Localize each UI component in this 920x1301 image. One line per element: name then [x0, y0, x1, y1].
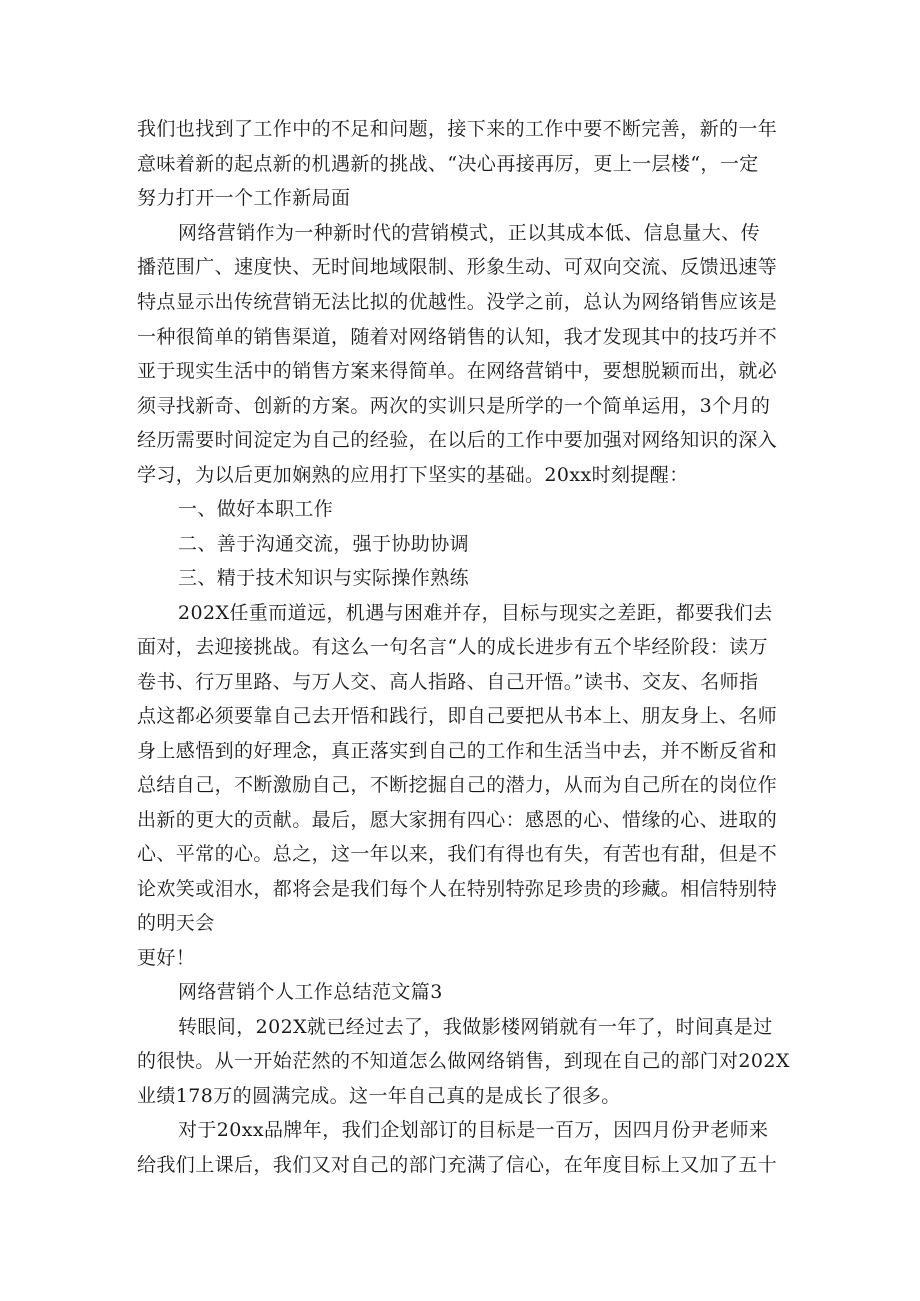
body-line: 亚于现实生活中的销售方案来得简单。在网络营销中，要想脱颖而出，就必 [137, 360, 778, 382]
body-line: 的很快。从一开始茫然的不知道怎么做网络销售，到现在自己的部门对202X [137, 1050, 790, 1072]
body-line: 论欢笑或泪水，都将会是我们每个人在特别特弥足珍贵的珍藏。相信特别特 [137, 878, 778, 900]
body-line: 经历需要时间淀定为自己的经验，在以后的工作中要加强对网络知识的深入 [137, 429, 778, 451]
body-line: 点这都必须要靠自己去开悟和践行，即自己要把从书本上、朋友身上、名师 [137, 705, 778, 727]
body-line: 学习，为以后更加娴熟的应用打下坚实的基础。20xx时刻提醒： [137, 464, 689, 486]
list-item: 三、精于技术知识与实际操作熟练 [178, 567, 470, 589]
body-line: 网络营销作为一种新时代的营销模式，正以其成本低、信息量大、传 [178, 222, 761, 244]
body-line: 给我们上课后，我们又对自己的部门充满了信心，在年度目标上又加了五十 [137, 1154, 778, 1176]
body-line: 特点显示出传统营销无法比拟的优越性。没学之前，总认为网络销售应该是 [137, 291, 778, 313]
list-item: 一、做好本职工作 [178, 498, 334, 520]
body-line: 对于20xx品牌年，我们企划部订的目标是一百万，因四月份尹老师来 [178, 1119, 769, 1141]
body-line: 的明天会 [137, 912, 215, 934]
body-line: 意味着新的起点新的机遇新的挑战、“决心再接再厉，更上一层楼“，一定 [137, 153, 759, 175]
body-line: 须寻找新奇、创新的方案。两次的实训只是所学的一个简单运用，3个月的 [137, 395, 771, 417]
body-line: 身上感悟到的好理念，真正落实到自己的工作和生活当中去，并不断反省和 [137, 740, 778, 762]
body-line: 202X任重而道远，机遇与困难并存，目标与现实之差距，都要我们去 [178, 602, 773, 624]
body-line: 努力打开一个工作新局面 [137, 187, 351, 209]
list-item: 二、善于沟通交流，强于协助协调 [178, 533, 470, 555]
body-line: 播范围广、速度快、无时间地域限制、形象生动、可双向交流、反馈迅速等 [137, 256, 778, 278]
body-line: 一种很简单的销售渠道，随着对网络销售的认知，我才发现其中的技巧并不 [137, 326, 778, 348]
body-line: 总结自己，不断激励自己，不断挖掘自己的潜力，从而为自己所在的岗位作 [137, 774, 778, 796]
body-line: 转眼间，202X就已经过去了，我做影楼网销就有一年了，时间真是过 [178, 1016, 773, 1038]
body-line: 我们也找到了工作中的不足和问题，接下来的工作中要不断完善，新的一年 [137, 118, 778, 140]
section-heading: 网络营销个人工作总结范文篇3 [178, 981, 443, 1003]
body-line: 更好！ [137, 947, 196, 969]
body-line: 面对，去迎接挑战。有这么一句名言“人的成长进步有五个毕经阶段：读万 [137, 636, 768, 658]
body-line: 出新的更大的贡献。最后，愿大家拥有四心：感恩的心、惜缘的心、进取的 [137, 809, 778, 831]
body-line: 心、平常的心。总之，这一年以来，我们有得也有失，有苦也有甜，但是不 [137, 843, 778, 865]
body-line: 卷书、行万里路、与万人交、高人指路、自己开悟。”读书、交友、名师指 [137, 671, 759, 693]
body-line: 业绩178万的圆满完成。这一年自己真的是成长了很多。 [137, 1085, 621, 1107]
